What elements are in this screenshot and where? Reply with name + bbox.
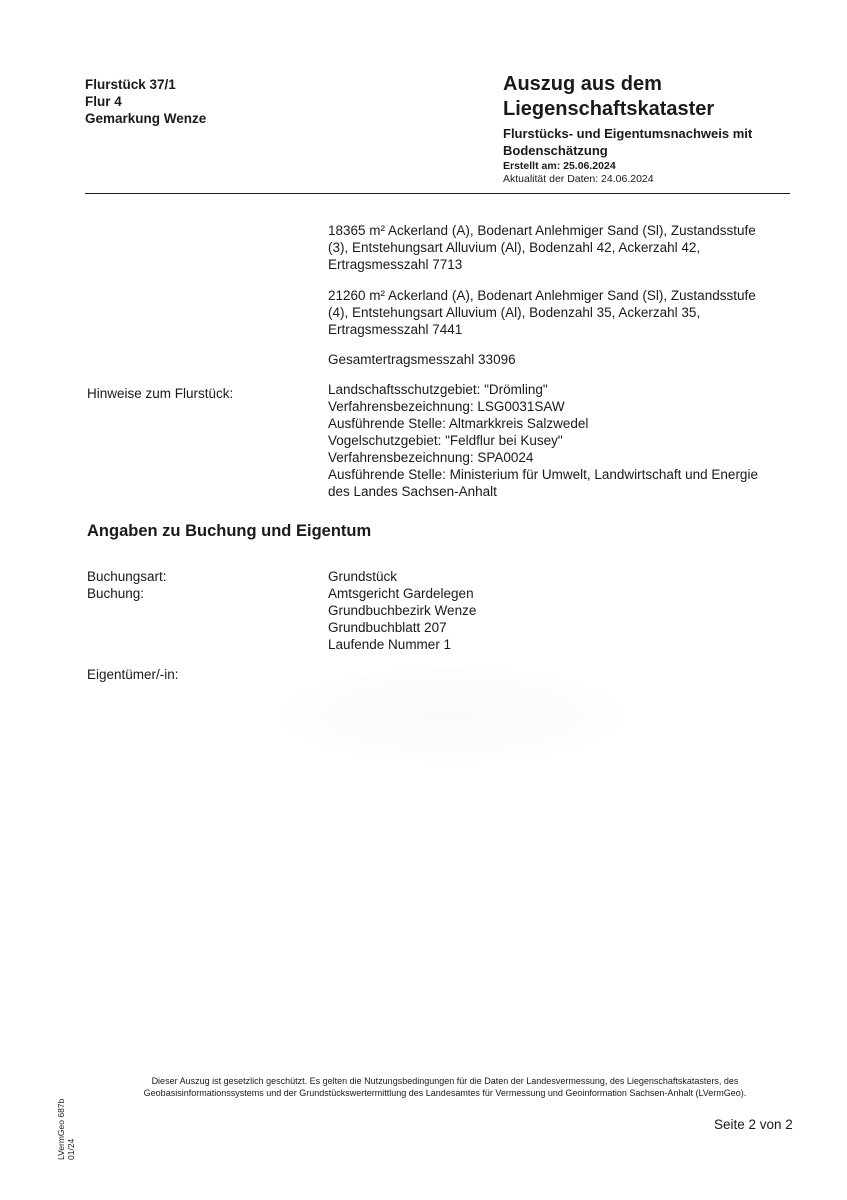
booking-line: Grundbuchblatt 207 (328, 620, 447, 635)
soil-entry-line: (4), Entstehungsart Alluvium (Al), Bodenzahl 35, Ackerzahl 35, (328, 305, 701, 320)
header-divider (85, 193, 790, 194)
notes-line: Verfahrensbezeichnung: SPA0024 (328, 450, 534, 465)
created-date: Erstellt am: 25.06.2024 (503, 160, 616, 172)
booking-type-label: Buchungsart: (87, 569, 167, 584)
notes-line: des Landes Sachsen-Anhalt (328, 484, 497, 499)
notes-line: Ausführende Stelle: Altmarkkreis Salzwedel (328, 416, 589, 431)
notes-line: Vogelschutzgebiet: "Feldflur bei Kusey" (328, 433, 563, 448)
notes-line: Ausführende Stelle: Ministerium für Umwelt, Landwirtschaft und Energie (328, 467, 758, 482)
parcel-number: Flurstück 37/1 (85, 77, 176, 92)
soil-entry (328, 287, 793, 338)
total-yield: Gesamtertragsmesszahl 33096 (328, 352, 516, 367)
notes-line: Landschaftsschutzgebiet: "Drömling" (328, 382, 548, 397)
legal-note-line: Dieser Auszug ist gesetzlich geschützt. Es gelten die Nutzungsbedingungen für die Daten der Landesvermessung, des Liegenschaftskatasters, des (151, 1076, 739, 1086)
document-title-block (503, 72, 803, 186)
page-number: Seite 2 von 2 (714, 1117, 793, 1132)
soil-entry (328, 222, 793, 273)
soil-entry-line: Ertragsmesszahl 7713 (328, 257, 463, 272)
document-title-line1: Auszug aus dem (503, 73, 662, 95)
gemarkung-name: Gemarkung Wenze (85, 111, 207, 126)
form-id-line: LVermGeo 687b (56, 1098, 66, 1160)
booking-line: Grundbuchbezirk Wenze (328, 603, 477, 618)
booking-line: Laufende Nummer 1 (328, 637, 452, 652)
soil-entry-line: 18365 m² Ackerland (A), Bodenart Anlehmiger Sand (Sl), Zustandsstufe (328, 223, 756, 238)
booking-label: Buchung: (87, 586, 145, 601)
form-id-line: 01/24 (66, 1138, 76, 1160)
legal-note-line: Geobasisinformationssystems und der Grundstückswertermittlung des Landesamtes für Vermessung und Geoinformation Sachsen-Anhalt (LVermGeo). (143, 1088, 747, 1098)
parcel-header (85, 76, 206, 127)
booking-type-value: Grundstück (328, 569, 398, 584)
legal-note (100, 1075, 790, 1099)
booking-values (328, 568, 793, 653)
form-id (56, 1099, 76, 1160)
flur-number: Flur 4 (85, 94, 122, 109)
soil-entry-line: (3), Entstehungsart Alluvium (Al), Bodenzahl 42, Ackerzahl 42, (328, 240, 701, 255)
soil-entry-line: Ertragsmesszahl 7441 (328, 322, 463, 337)
data-actuality: Aktualität der Daten: 24.06.2024 (503, 173, 654, 185)
soil-entry-line: 21260 m² Ackerland (A), Bodenart Anlehmiger Sand (Sl), Zustandsstufe (328, 288, 756, 303)
notes-list (328, 381, 793, 500)
owner-redaction (282, 668, 622, 762)
notes-line: Verfahrensbezeichnung: LSG0031SAW (328, 399, 565, 414)
document-title-line2: Liegenschaftskataster (503, 98, 715, 120)
owner-label: Eigentümer/-in: (87, 667, 179, 682)
notes-label: Hinweise zum Flurstück: (87, 386, 234, 401)
section-heading: Angaben zu Buchung und Eigentum (87, 522, 372, 540)
booking-line: Amtsgericht Gardelegen (328, 586, 474, 601)
document-subtitle: Flurstücks- und Eigentumsnachweis mit Bodenschätzung (503, 126, 753, 158)
